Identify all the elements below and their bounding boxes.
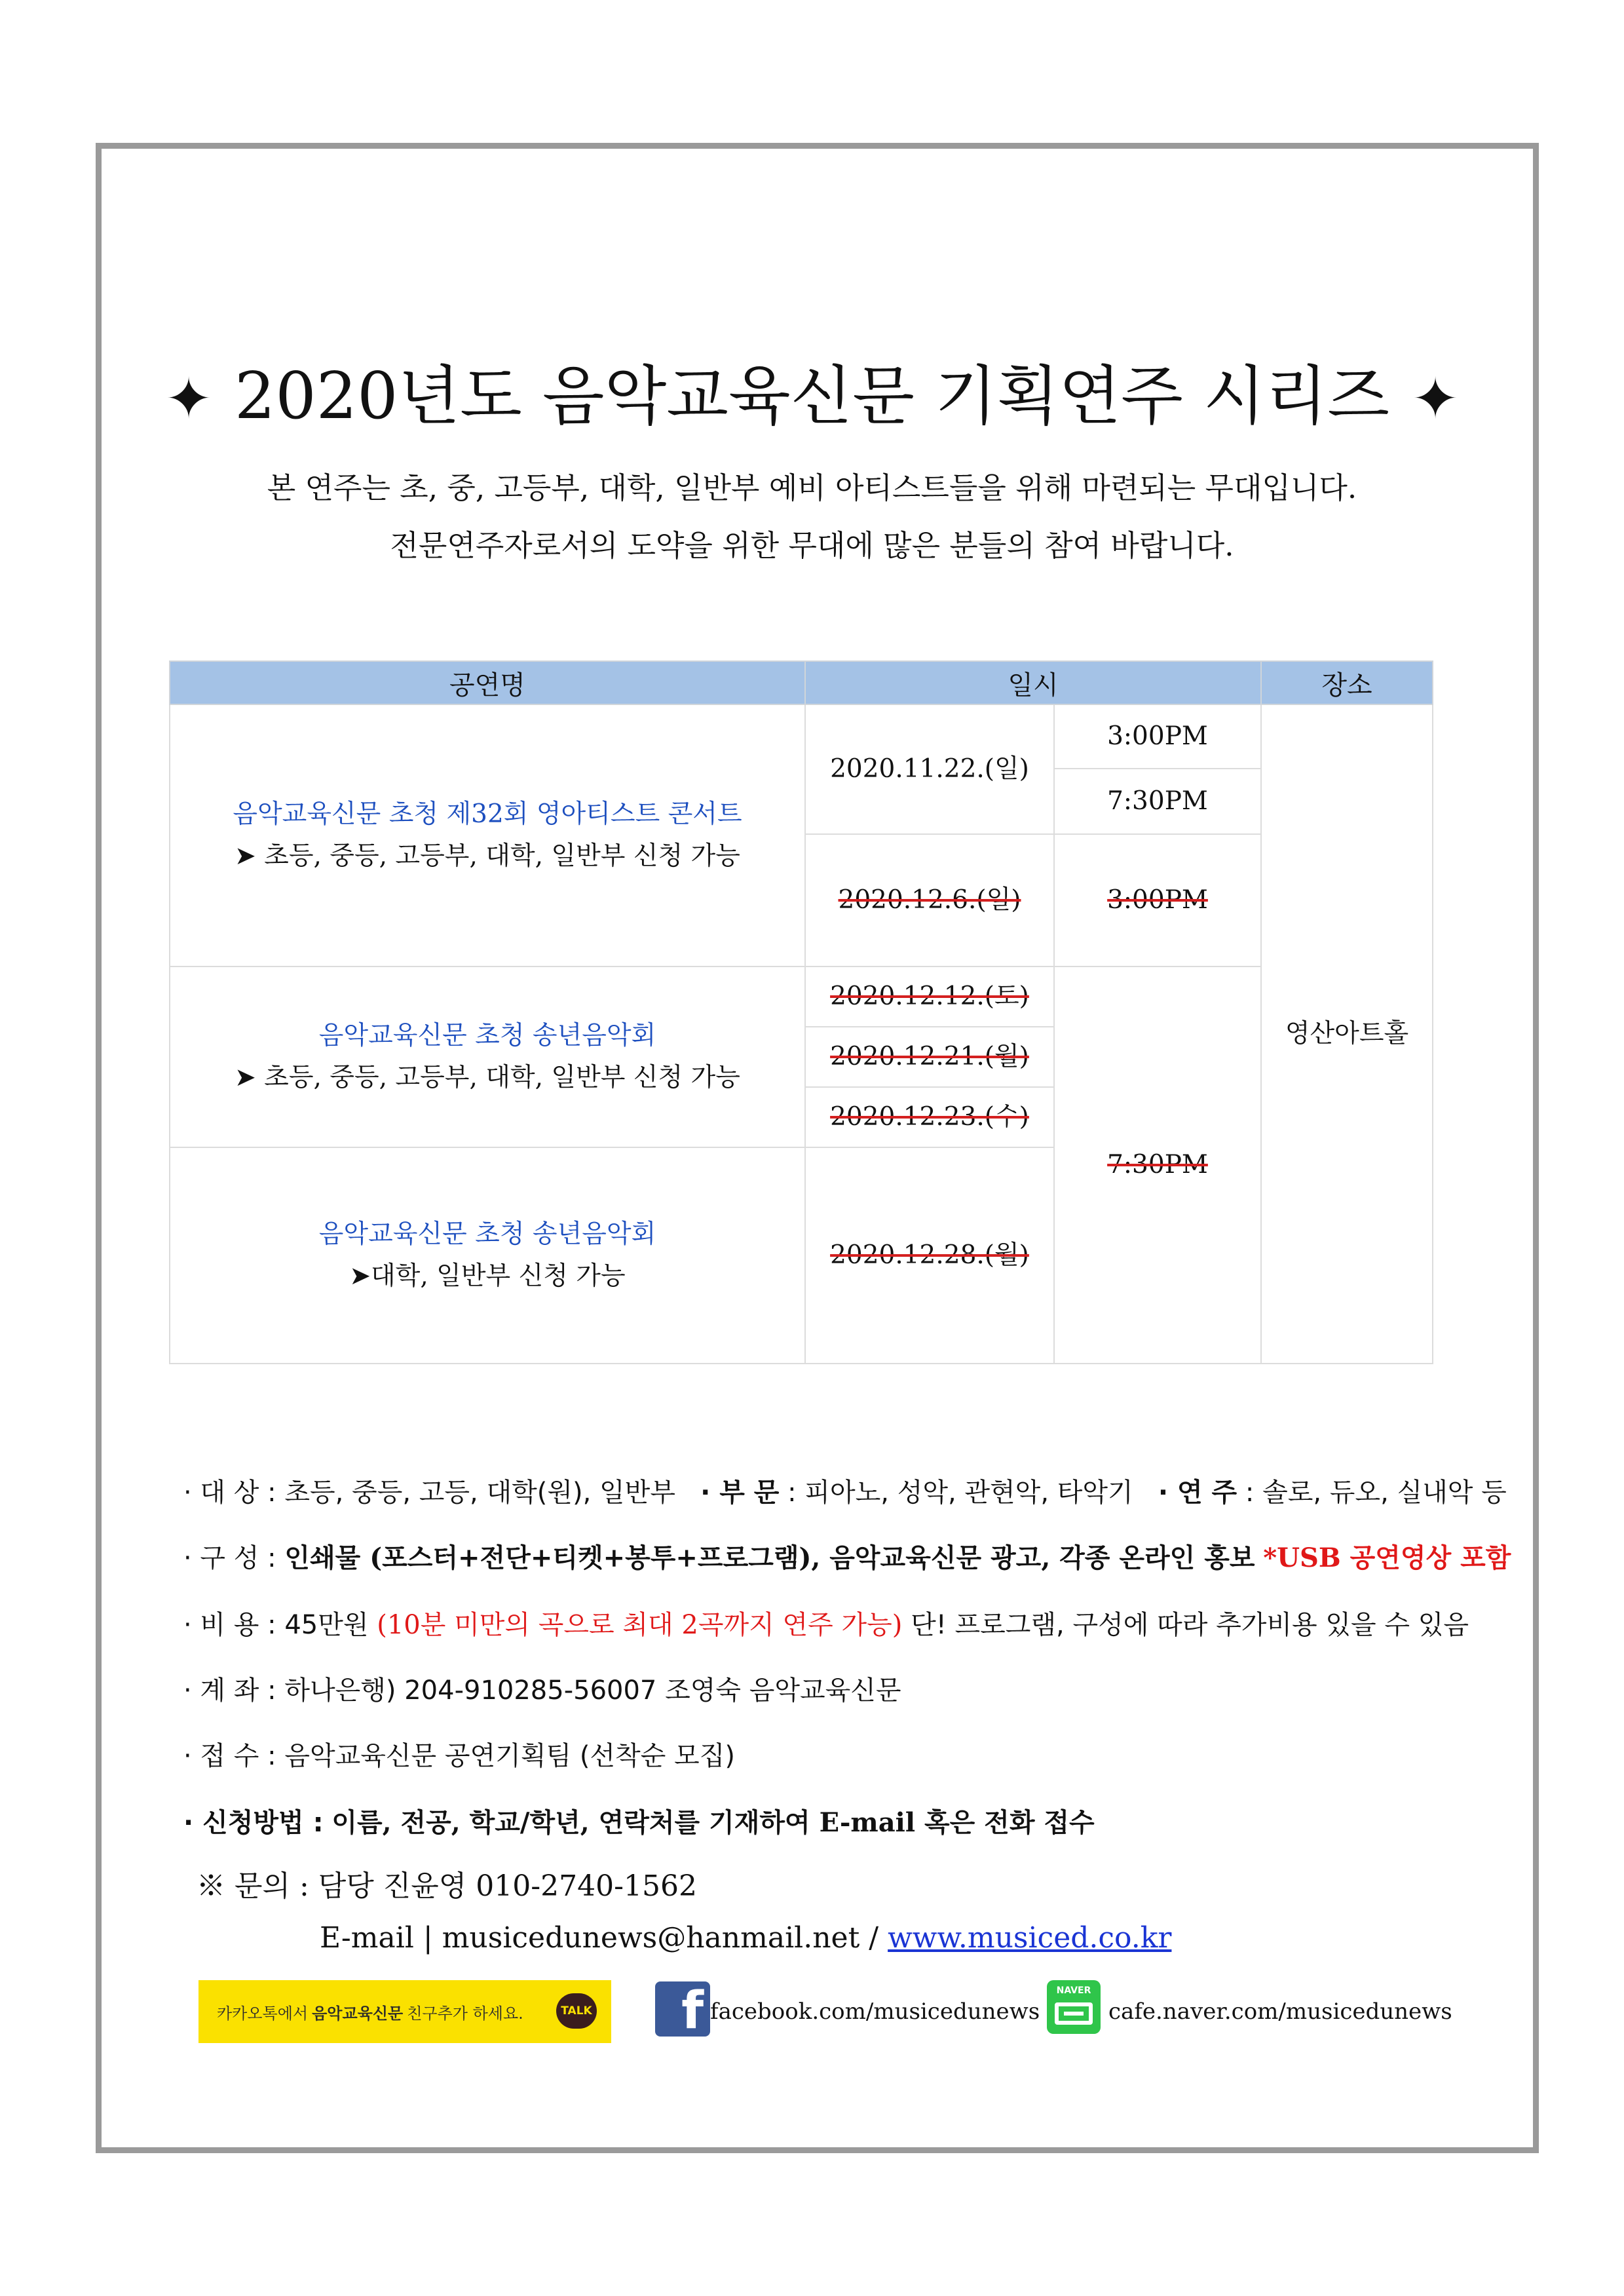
- apply-value: 이름, 전공, 학교/학년, 연락처를 기재하여 E-mail 혹은 전화 접수: [331, 1807, 1095, 1838]
- email-text[interactable]: E-mail | musicedunews@hanmail.net /: [320, 1921, 879, 1955]
- facebook-icon[interactable]: f: [655, 1981, 710, 2037]
- composition-value: 인쇄물 (포스터+전단+티켓+봉투+프로그램), 음악교육신문 광고, 각종 온라인 홍보: [284, 1542, 1255, 1573]
- reception-label: · 접 수 :: [183, 1741, 276, 1771]
- naver-cafe-icon[interactable]: [1047, 1980, 1101, 2034]
- perform-value: : 솔로, 듀오, 실내악 등: [1245, 1478, 1507, 1508]
- subtitle-line-2: 전문연주자로서의 도약을 위한 무대에 많은 분들의 참여 바랍니다.: [390, 528, 1234, 563]
- info-apply-row: [183, 1803, 1095, 1843]
- composition-extra: *USB 공연영상 포함: [1263, 1542, 1511, 1573]
- perf1-time2: 3:00PM: [1054, 834, 1261, 966]
- reception-value: 음악교육신문 공연기획팀 (선착순 모집): [284, 1741, 735, 1771]
- kakao-prefix: 카카오톡에서: [217, 2004, 309, 2023]
- kakao-talk-icon: TALK: [556, 1993, 597, 2029]
- cost-label: · 비 용 :: [183, 1610, 276, 1640]
- perf2-eligibility: ➤ 초등, 중등, 고등부, 대학, 일반부 신청 가능: [235, 1063, 740, 1092]
- perf1-date1: 2020.11.22.(일): [805, 704, 1054, 834]
- email-line: [320, 1921, 1171, 1955]
- perf3-eligibility: ➤대학, 일반부 신청 가능: [349, 1261, 626, 1291]
- perf1-name: 음악교육신문 초청 제32회 영아티스트 콘서트: [233, 799, 742, 829]
- info-cost-row: [183, 1605, 1469, 1645]
- naver-cafe-link[interactable]: cafe.naver.com/musicedunews: [1108, 1999, 1452, 2025]
- composition-label: · 구 성 :: [183, 1543, 276, 1573]
- star-icon: ✦: [164, 366, 213, 432]
- perf3-cell: [170, 1147, 805, 1364]
- info-account-row: [183, 1671, 901, 1710]
- info-reception-row: [183, 1736, 735, 1776]
- website-link[interactable]: www.musiced.co.kr: [888, 1921, 1172, 1955]
- shared-time-cell: 7:30PM: [1054, 966, 1261, 1364]
- perf2-name: 음악교육신문 초청 송년음악회: [318, 1021, 656, 1050]
- info-target-row: [183, 1473, 1507, 1512]
- kakao-suffix: 친구추가 하세요.: [407, 2004, 523, 2023]
- header-venue: 장소: [1261, 661, 1433, 704]
- kakao-banner[interactable]: [198, 1980, 611, 2043]
- perf2-date2: 2020.12.21.(월): [805, 1027, 1054, 1087]
- perf1-cell: [170, 704, 805, 966]
- account-label: · 계 좌 :: [183, 1675, 276, 1706]
- perf3-name: 음악교육신문 초청 송년음악회: [318, 1219, 656, 1249]
- target-value: 초등, 중등, 고등, 대학(원), 일반부: [284, 1478, 675, 1508]
- naver-label: NAVER: [1056, 1985, 1091, 1996]
- page-title: [0, 357, 1624, 438]
- perf3-date1: 2020.12.28.(월): [805, 1147, 1054, 1364]
- category-value: : 피아노, 성악, 관현악, 타악기: [787, 1478, 1133, 1508]
- header-datetime: 일시: [805, 661, 1261, 704]
- info-composition-row: [183, 1539, 1511, 1578]
- perf1-time1b: 7:30PM: [1054, 769, 1261, 834]
- kakao-channel-name: 음악교육신문: [312, 2004, 404, 2023]
- perform-label: · 연 주: [1158, 1478, 1237, 1508]
- schedule-table: [169, 660, 1433, 1364]
- perf2-cell: [170, 966, 805, 1147]
- perf1-eligibility: ➤ 초등, 중등, 고등부, 대학, 일반부 신청 가능: [235, 841, 740, 871]
- star-icon: ✦: [1411, 366, 1459, 432]
- perf1-time1a: 3:00PM: [1054, 704, 1261, 769]
- cost-note: (10분 미만의 곡으로 최대 2곡까지 연주 가능): [377, 1610, 903, 1640]
- apply-label: · 신청방법 :: [183, 1808, 324, 1838]
- header-performance: 공연명: [170, 661, 805, 704]
- facebook-link[interactable]: facebook.com/musicedunews: [710, 1999, 1040, 2025]
- inquiry-line: ※ 문의 : 담당 진윤영 010-2740-1562: [197, 1869, 697, 1903]
- title-text: 2020년도 음악교육신문 기획연주 시리즈: [235, 359, 1389, 434]
- target-label: · 대 상 :: [183, 1478, 276, 1508]
- category-label: · 부 문: [700, 1478, 780, 1508]
- perf2-date3: 2020.12.23.(수): [805, 1087, 1054, 1147]
- cost-value: 45만원: [284, 1610, 369, 1640]
- perf1-date2: 2020.12.6.(일): [805, 834, 1054, 966]
- account-value: 하나은행) 204-910285-56007 조영숙 음악교육신문: [284, 1675, 901, 1706]
- subtitle-line-1: 본 연주는 초, 중, 고등부, 대학, 일반부 예비 아티스트들을 위해 마련되는 무대입니다.: [267, 470, 1357, 505]
- perf2-date1: 2020.12.12.(토): [805, 966, 1054, 1027]
- cost-extra: 단! 프로그램, 구성에 따라 추가비용 있을 수 있음: [911, 1610, 1469, 1640]
- venue-cell: 영산아트홀: [1261, 704, 1433, 1364]
